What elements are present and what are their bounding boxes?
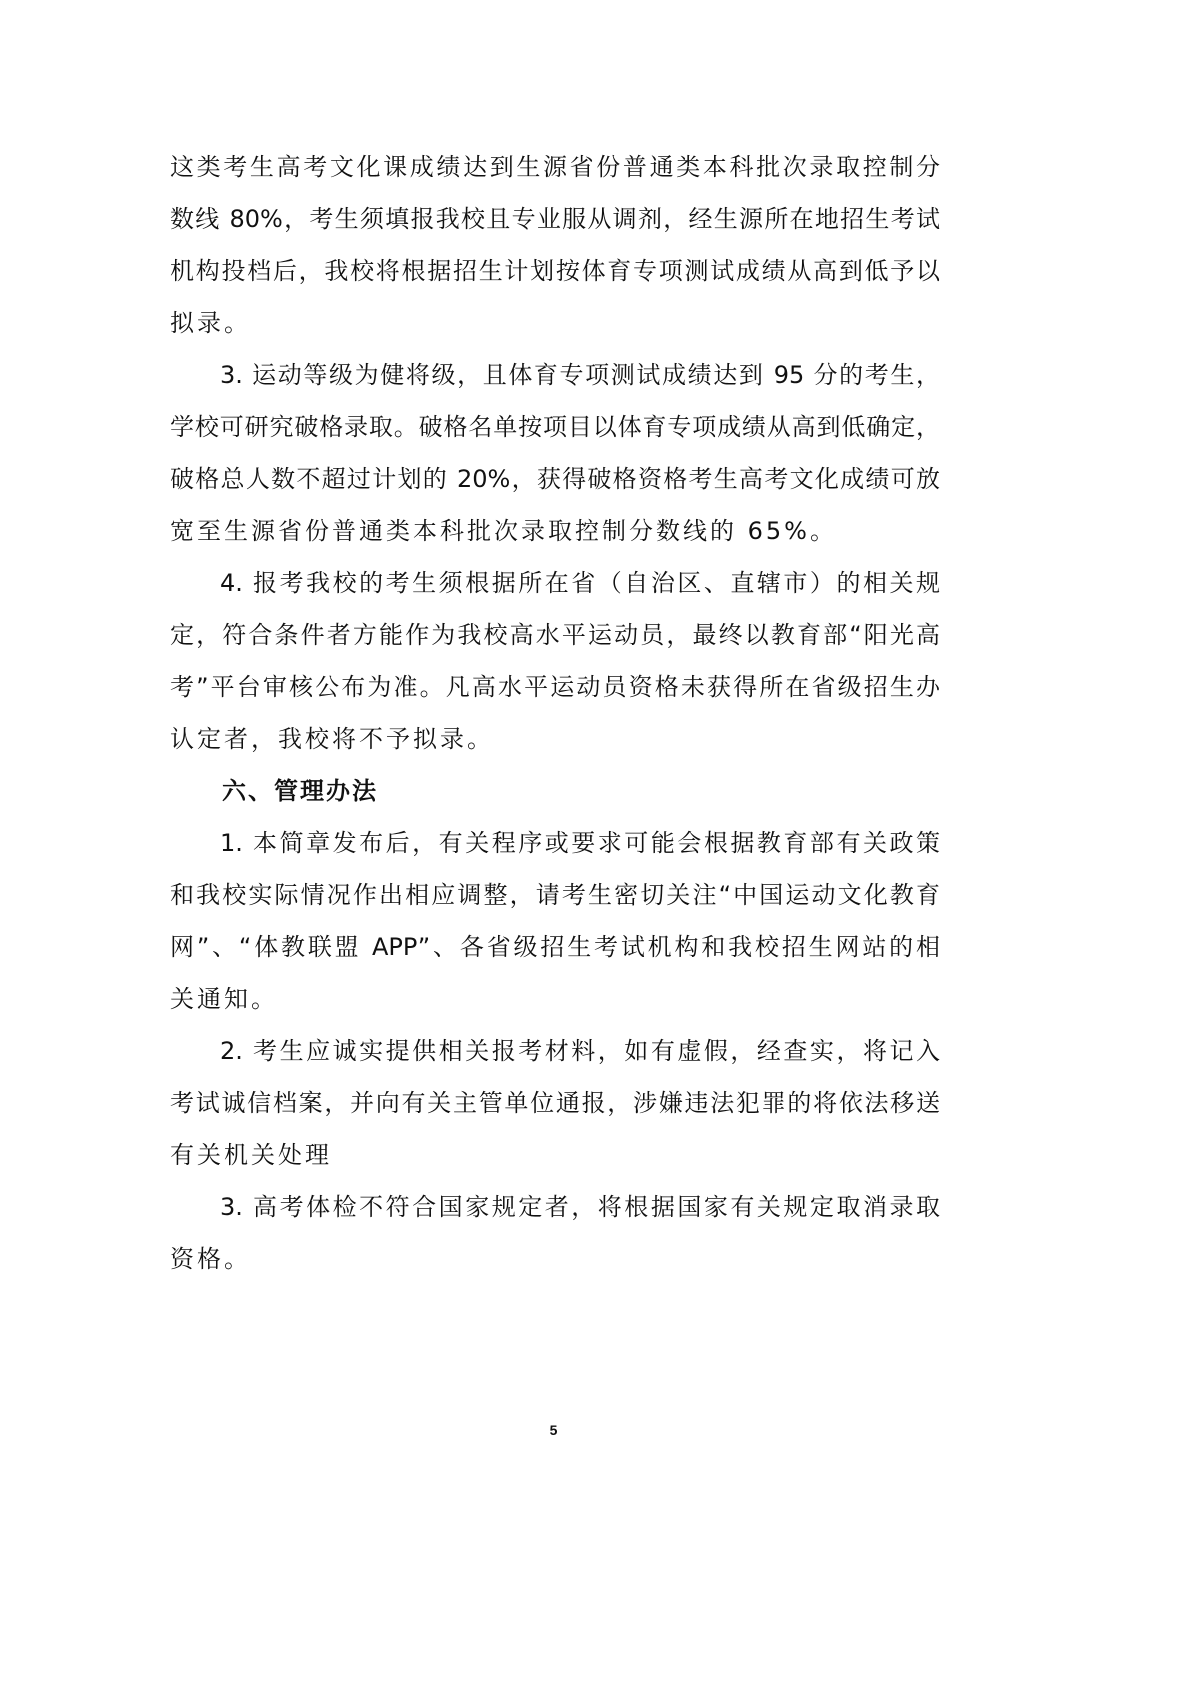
paragraph <box>170 141 940 349</box>
text-line: 考”平台审核公布为准。凡高水平运动员资格未获得所在省级招生办 <box>170 673 940 701</box>
text-line: 1. 本简章发布后，有关程序或要求可能会根据教育部有关政策 <box>220 829 940 857</box>
text-line: 和我校实际情况作出相应调整，请考生密切关注“中国运动文化教育 <box>170 881 940 909</box>
text-line: 机构投档后，我校将根据招生计划按体育专项测试成绩从高到低予以 <box>170 257 940 285</box>
paragraph-item-3b <box>170 1181 940 1285</box>
document-body <box>170 141 940 1285</box>
text-line: 网”、“体教联盟 APP”、各省级招生考试机构和我校招生网站的相 <box>170 933 940 961</box>
text-line: 认定者，我校将不予拟录。 <box>170 725 494 753</box>
paragraph-item-1 <box>170 817 940 1025</box>
paragraph-item-4 <box>170 557 940 765</box>
text-line: 宽至生源省份普通类本科批次录取控制分数线的 65%。 <box>170 517 837 545</box>
text-line: 定，符合条件者方能作为我校高水平运动员，最终以教育部“阳光高 <box>170 621 940 649</box>
text-line: 破格总人数不超过计划的 20%，获得破格资格考生高考文化成绩可放 <box>170 465 940 493</box>
text-line: 4. 报考我校的考生须根据所在省（自治区、直辖市）的相关规 <box>220 569 940 597</box>
text-line: 学校可研究破格录取。破格名单按项目以体育专项成绩从高到低确定， <box>170 413 940 441</box>
text-line: 考试诚信档案，并向有关主管单位通报，涉嫌违法犯罪的将依法移送 <box>170 1089 940 1117</box>
text-line: 3. 运动等级为健将级，且体育专项测试成绩达到 95 分的考生， <box>220 361 940 389</box>
section-heading: 六、管理办法 <box>222 777 378 805</box>
text-line: 这类考生高考文化课成绩达到生源省份普通类本科批次录取控制分 <box>170 153 940 181</box>
text-line: 有关机关处理 <box>170 1141 332 1169</box>
paragraph-item-3 <box>170 349 940 557</box>
text-line: 拟录。 <box>170 309 251 337</box>
paragraph-item-2 <box>170 1025 940 1181</box>
text-line: 关通知。 <box>170 985 278 1013</box>
text-line: 2. 考生应诚实提供相关报考材料，如有虚假，经查实，将记入 <box>220 1037 940 1065</box>
text-line: 3. 高考体检不符合国家规定者，将根据国家有关规定取消录取 <box>220 1193 940 1221</box>
page-number: 5 <box>549 1422 558 1438</box>
text-line: 资格。 <box>170 1245 251 1273</box>
text-line: 数线 80%，考生须填报我校且专业服从调剂，经生源所在地招生考试 <box>170 205 940 233</box>
